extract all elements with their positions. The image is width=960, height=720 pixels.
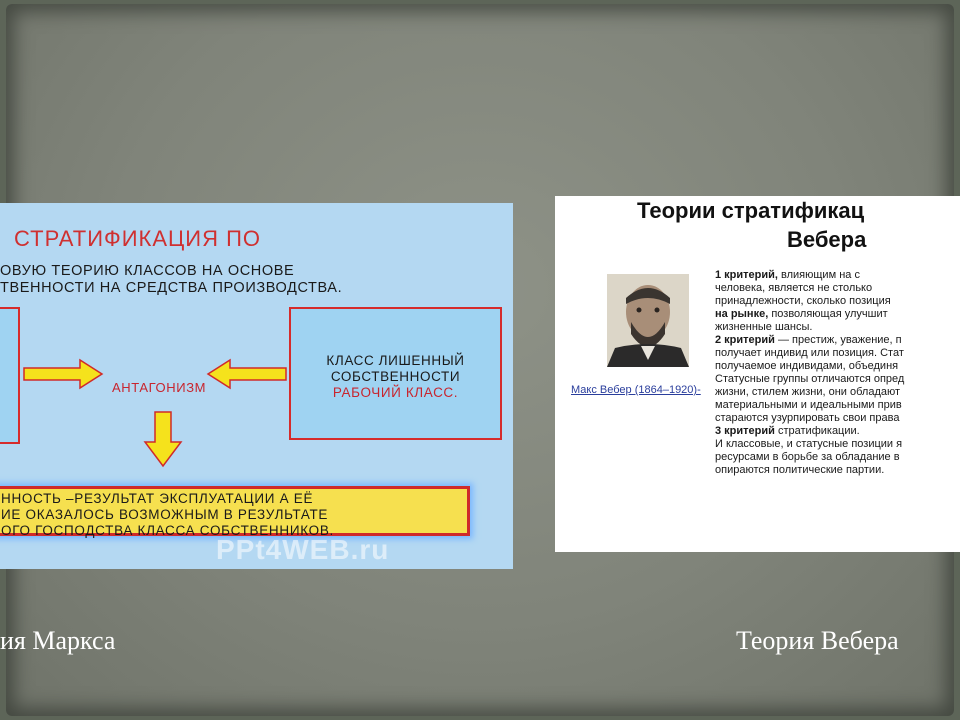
criteria-line xyxy=(715,295,960,308)
criteria-bold: 1 критерий, xyxy=(715,269,778,281)
criteria-text: жизненные шансы. xyxy=(715,321,813,333)
criteria-text: опираются политические партии. xyxy=(715,464,885,476)
antagonism-label: АНТАГОНИЗМ xyxy=(112,380,207,395)
box-line-2: СОБСТВЕННОСТИ xyxy=(330,369,461,384)
weber-title-line-1: Теории стратификац xyxy=(637,198,865,223)
diagram-description xyxy=(0,263,440,297)
criteria-bold: на рынке, xyxy=(715,308,769,320)
weber-portrait xyxy=(607,274,689,367)
weber-title xyxy=(637,196,960,254)
criteria-text: жизни, стилем жизни, они обладают xyxy=(715,386,901,398)
marx-diagram-image xyxy=(0,203,513,569)
criteria-text: получаемое индивидами, объединя xyxy=(715,360,899,372)
criteria-line xyxy=(715,269,960,282)
desc-line-1: ОВУЮ ТЕОРИЮ КЛАССОВ НА ОСНОВЕ xyxy=(0,263,295,279)
criteria-line xyxy=(715,360,960,373)
criteria-line xyxy=(715,412,960,425)
criteria-text: получает индивид или позиция. Стат xyxy=(715,347,904,359)
label-weber-theory: Теория Вебера xyxy=(736,626,899,655)
watermark: PPt4WEB.ru xyxy=(216,534,390,565)
criteria-line xyxy=(715,282,960,295)
desc-line-2: ТВЕННОСТИ НА СРЕДСТВА ПРОИЗВОДСТВА. xyxy=(0,280,343,296)
weber-criteria-text xyxy=(715,269,960,477)
conclusion-line-2: ИЕ ОКАЗАЛОСЬ ВОЗМОЖНЫМ В РЕЗУЛЬТАТЕ xyxy=(1,507,329,522)
arrow-right-icon xyxy=(22,358,104,390)
criteria-text: Статусные группы отличаются опред xyxy=(715,373,905,385)
criteria-text: стратификации. xyxy=(774,425,860,437)
owners-class-box xyxy=(0,307,20,444)
criteria-text: позволяющая улучшит xyxy=(768,308,888,320)
criteria-line xyxy=(715,464,960,477)
box-line-3: РАБОЧИЙ КЛАСС. xyxy=(332,385,459,400)
criteria-line xyxy=(715,386,960,399)
criteria-line xyxy=(715,347,960,360)
criteria-text: — престиж, уважение, п xyxy=(774,334,902,346)
criteria-text: ресурсами в борьбе за обладание в xyxy=(715,451,900,463)
arrow-left-icon xyxy=(206,358,288,390)
criteria-bold: 2 критерий xyxy=(715,334,775,346)
weber-article-image xyxy=(555,196,960,552)
criteria-line xyxy=(715,373,960,386)
criteria-line xyxy=(715,451,960,464)
criteria-line xyxy=(715,399,960,412)
criteria-line xyxy=(715,334,960,347)
criteria-text: стараются узурпировать свои права xyxy=(715,412,900,424)
criteria-bold: 3 критерий xyxy=(715,425,775,437)
working-class-box xyxy=(289,307,502,440)
box-line-1: КЛАСС ЛИШЕННЫЙ xyxy=(326,353,465,368)
conclusion-box xyxy=(0,486,470,536)
portrait-caption-link[interactable]: Макс Вебер (1864–1920)- xyxy=(571,384,701,396)
criteria-text: принадлежности, сколько позиция xyxy=(715,295,891,307)
criteria-text: человека, является не столько xyxy=(715,282,873,294)
weber-title-line-2: Вебера xyxy=(787,227,867,252)
conclusion-line-3: ОГО ГОСПОДСТВА КЛАССА СОБСТВЕННИКОВ. xyxy=(1,523,334,538)
criteria-line xyxy=(715,321,960,334)
label-marx-theory: ия Маркса xyxy=(0,626,116,655)
criteria-line xyxy=(715,308,960,321)
criteria-text: влияющим на с xyxy=(777,269,860,281)
arrow-down-icon xyxy=(143,410,183,468)
conclusion-line-1: ННОСТЬ –РЕЗУЛЬТАТ ЭКСПЛУАТАЦИИ А ЕЁ xyxy=(1,491,314,506)
criteria-text: материальными и идеальными прив xyxy=(715,399,902,411)
criteria-line xyxy=(715,425,960,438)
diagram-title: СТРАТИФИКАЦИЯ ПО xyxy=(14,226,262,251)
criteria-line xyxy=(715,438,960,451)
criteria-text: И классовые, и статусные позиции я xyxy=(715,438,903,450)
